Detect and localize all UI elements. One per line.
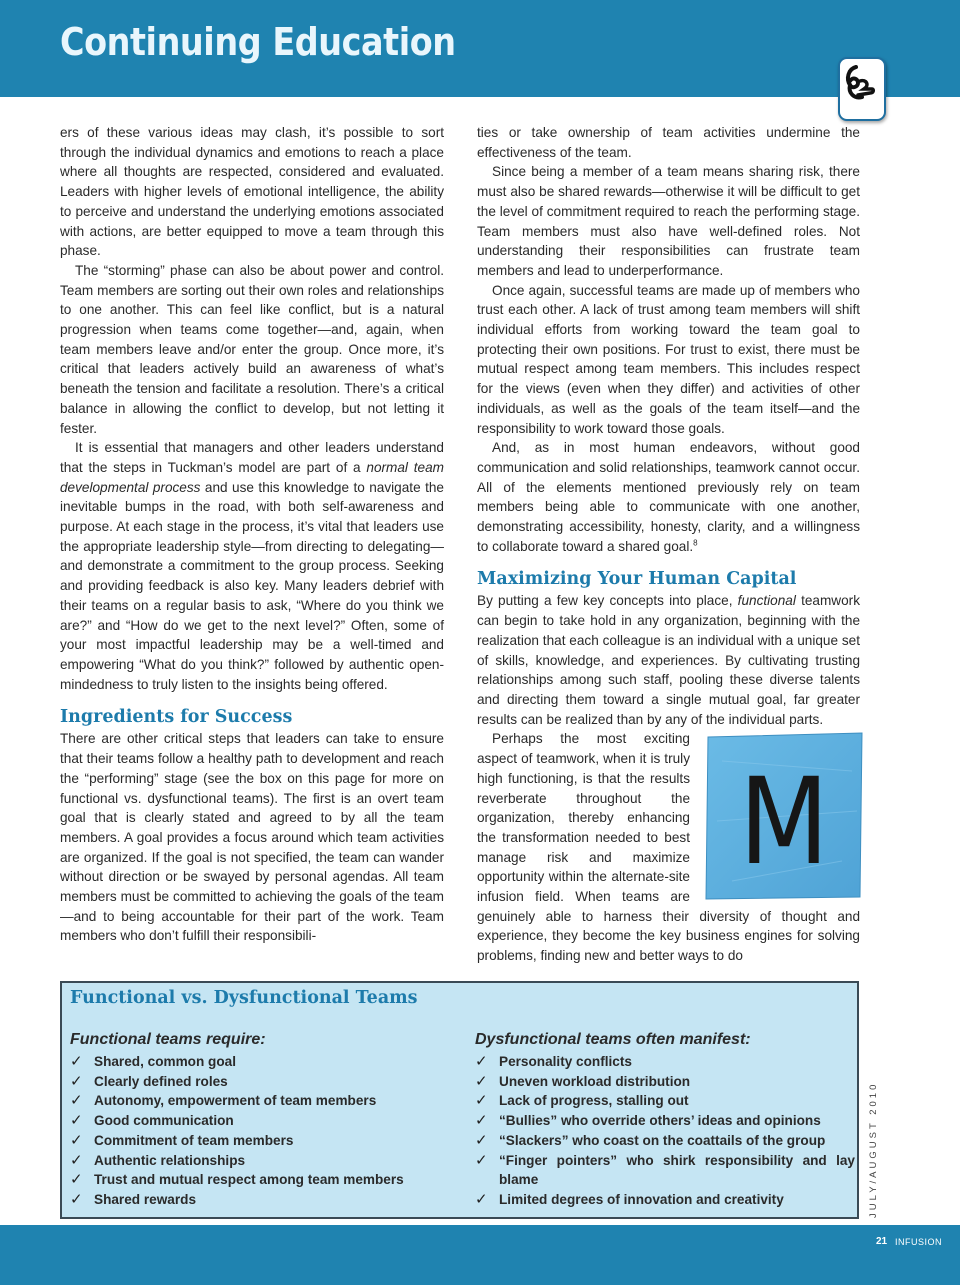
subheading-human-capital: Maximizing Your Human Capital (477, 569, 797, 590)
body-paragraph: The “storming” phase can also be about power and control. Team members are sorting out their own roles and relationships to one another. This can feel like conflict, but is a natural progression when teams come together—and, again, when team members leave and/or enter the group. Once more, it’s critical that leaders actively build an awareness of what’s beneath the tension and facilitate a resolution. There’s a critical balance in allowing the conflict to develop, but not letting it fester. (60, 262, 444, 436)
checklist-item (70, 1111, 450, 1131)
checkmark-icon: ✓ (70, 1111, 83, 1130)
checklist-item (70, 1052, 450, 1072)
ce-logo-badge (838, 57, 886, 121)
checklist-item-text: Authentic relationships (94, 1152, 246, 1168)
checklist-item-text: “Finger pointers” who shirk responsibility and lay blame (499, 1152, 855, 1188)
checklist-item (70, 1072, 450, 1092)
checklist-item-text: Shared rewards (94, 1191, 196, 1207)
dysfunctional-column (475, 1029, 855, 1210)
checklist-item-text: Trust and mutual respect among team members (94, 1172, 404, 1188)
checkmark-icon: ✓ (475, 1189, 488, 1208)
checklist-item-text: “Bullies” who override others’ ideas and opinions (499, 1113, 821, 1129)
checklist-item-text: Good communication (94, 1113, 234, 1129)
paragraph-text: It is essential that managers and other leaders understand that the steps in Tuckman’s model are part of a (60, 440, 444, 475)
checklist-item (475, 1190, 855, 1210)
body-paragraph: ties or take ownership of team activities undermine the effectiveness of the team. (477, 125, 860, 160)
checkmark-icon: ✓ (70, 1150, 83, 1169)
checklist-item (475, 1111, 855, 1131)
checkmark-icon: ✓ (70, 1170, 83, 1189)
body-paragraph: Since being a member of a team means sharing risk, there must also be shared rewards—otherwise it will be difficult to get the level of commitment required to reach the performing stage. Team members must also have well-defined roles. Not understanding their responsibilities can frustrate team members and lead to underperformance. (477, 164, 860, 278)
checkmark-icon: ✓ (70, 1071, 83, 1090)
body-paragraph (60, 438, 444, 694)
checkmark-icon: ✓ (70, 1189, 83, 1208)
checklist-item-text: Limited degrees of innovation and creativity (499, 1191, 784, 1207)
checkmark-icon: ✓ (475, 1091, 488, 1110)
checklist-item-text: “Slackers” who coast on the coattails of the group (499, 1132, 826, 1148)
checklist-item-text: Personality conflicts (499, 1054, 632, 1069)
body-paragraph (477, 591, 860, 729)
functional-heading: Functional teams require: (70, 1031, 266, 1048)
dysfunctional-heading: Dysfunctional teams often manifest: (475, 1031, 751, 1048)
ce-logo-icon (840, 59, 880, 115)
checkmark-icon: ✓ (475, 1052, 488, 1070)
body-paragraph: ers of these various ideas may clash, it’s possible to sort through the individual dynamics and emotions to reach a place where all thoughts are respected, considered and evaluated. Leaders with higher levels of emotional intelligence, the ability to perceive and understand the underlying emotions associated with actions, are better equipped to move a team through this phase. (60, 125, 444, 259)
magazine-name: INFUSION (895, 1237, 943, 1247)
body-paragraph (477, 438, 860, 556)
functional-list (70, 1052, 450, 1210)
body-paragraph: There are other critical steps that leaders can take to ensure that their teams follow a healthy path to development and reach the “performing” stage (see the box on this page for more on functional vs. dysfunctional teams). The first is an overt team goal that is clearly stated and agreed to by all the team members. A goal provides a focus around which team activities are organized. If the goal is not specified, the team can wander without direction or be swayed by personal agendas. All team members must be committed to achieving the goals of the team—and to being accountable for their part of the work. Team members who don’t fulfill their responsibili- (60, 731, 444, 944)
checkmark-icon: ✓ (475, 1071, 488, 1090)
paragraph-text: Perhaps the most exciting aspect of teamwork, when it is truly high functioning, is that the results reverberate throughout the organization, thereby enhancing the transformation needed to best manage risk and maximize opportunity within the alternate-site infusion field. When teams are genuinely able to harness their diversity of thought and experience, they become the key business engines for solving problems, finding new and better ways to do (477, 731, 860, 964)
checklist-item-text: Shared, common goal (94, 1054, 237, 1069)
functional-column (70, 1029, 450, 1210)
paragraph-text: teamwork can begin to take hold in any organization, beginning with the realization that each colleague is an individual with a unique set of skills, knowledge, and experiences. By cultivating trusting relationships among such staff, pooling these diverse talents and directing them toward a single mutual goal, far greater results can be realized than by any of the individual parts. (477, 593, 860, 727)
body-paragraph: Once again, successful teams are made up of members who trust each other. A lack of trust among team members will shift individual efforts from working toward the team goal to protecting their own positions. For trust to exist, there must be mutual respect among team members. This includes respect for the views (even when they differ) and activities of other individuals, as well as the goals of the team itself—and the responsibility to work toward those goals. (477, 282, 860, 436)
checklist-item-text: Uneven workload distribution (499, 1073, 691, 1089)
checklist-item (475, 1151, 855, 1190)
body-paragraph (477, 729, 860, 965)
checklist-item (475, 1091, 855, 1111)
checklist-item (475, 1072, 855, 1092)
checklist-item (475, 1131, 855, 1151)
checklist-item-text: Commitment of team members (94, 1132, 294, 1148)
sidebar-title: Functional vs. Dysfunctional Teams (70, 988, 418, 1008)
paragraph-text: and use this knowledge to navigate the inevitable bumps in the road, with both self-awareness and purpose. At each stage in the process, it’s vital that leaders use the appropriate leadership style—from directing to delegating—and demonstrate a commitment to the group process. Seeking and providing feedback is also key. Many leaders debrief with their teams on a regular basis to ask, “Where do you think we are?” and “How do we get to the next level?” Often, some of your most impactful leadership may be a well-timed and empowering “What do you think?” followed by authentic open-mindedness to truly listen to the insights being offered. (60, 479, 444, 692)
checklist-item (70, 1131, 450, 1151)
dysfunctional-list (475, 1052, 855, 1210)
checklist-item (70, 1151, 450, 1171)
checklist-item-text: Lack of progress, stalling out (499, 1093, 689, 1109)
checkmark-icon: ✓ (475, 1150, 488, 1169)
sticky-note-image (702, 731, 866, 901)
footnote-marker: 8 (693, 538, 698, 548)
left-column (60, 123, 444, 946)
subheading-ingredients: Ingredients for Success (60, 707, 293, 728)
checkmark-icon: ✓ (70, 1130, 83, 1149)
checkmark-icon: ✓ (475, 1111, 488, 1130)
checklist-item (475, 1052, 855, 1072)
checklist-item-text: Autonomy, empowerment of team members (94, 1093, 377, 1109)
checklist-item (70, 1190, 450, 1210)
section-title: Continuing Education (60, 20, 456, 64)
checkmark-icon: ✓ (475, 1130, 488, 1149)
paragraph-text: By putting a few key concepts into place, (477, 593, 738, 609)
checklist-item-text: Clearly defined roles (94, 1073, 228, 1089)
checklist-item (70, 1170, 450, 1190)
sidebar-box (60, 981, 859, 1219)
footer-band (0, 1225, 960, 1285)
right-column (477, 123, 860, 966)
page-number: 21 (876, 1236, 888, 1247)
checkmark-icon: ✓ (70, 1052, 83, 1070)
italic-phrase: functional (737, 593, 796, 609)
paragraph-text: And, as in most human endeavors, without good communication and solid relationships, teamwork cannot occur. All of the elements mentioned previously rely on team members being able to communicate with one another, demonstrating accessibility, honesty, clarity, and a willingness to collaborate toward a shared goal. (477, 440, 860, 554)
sticky-note-letter: M (739, 753, 829, 893)
checkmark-icon: ✓ (70, 1091, 83, 1110)
italic-phrase: normal team developmental process (60, 459, 444, 495)
checklist-item (70, 1091, 450, 1111)
header-band (0, 0, 960, 97)
issue-date: JULY/AUGUST 2010 (868, 1081, 879, 1218)
